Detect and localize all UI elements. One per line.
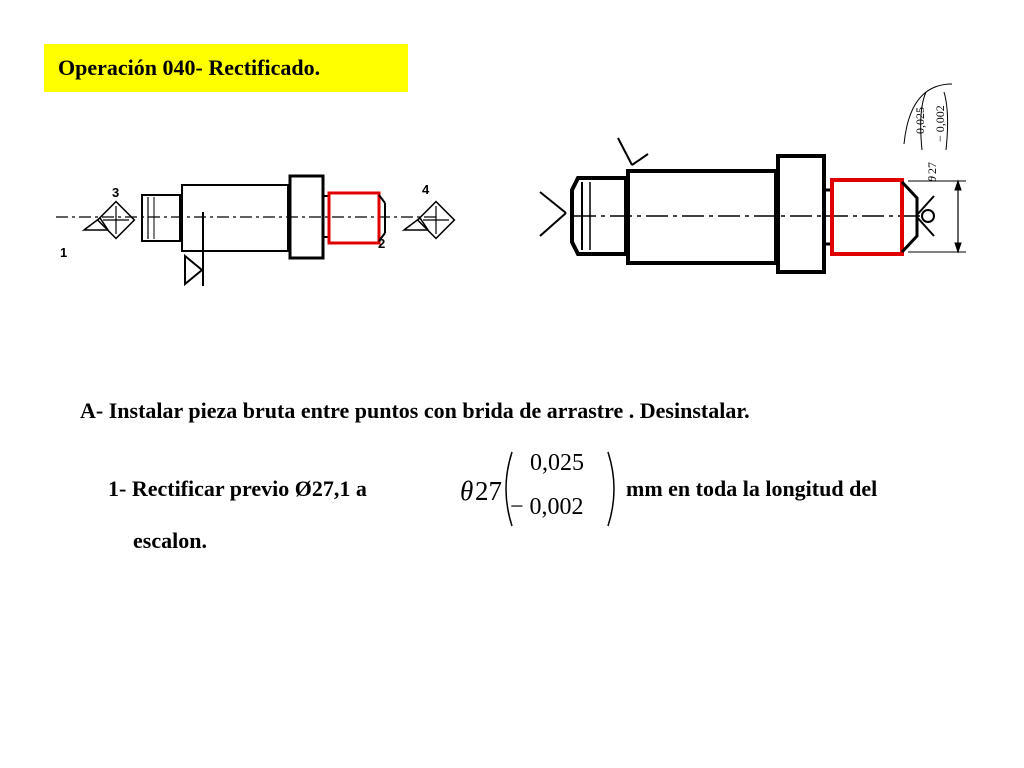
instruction-step-1-continued: escalon.	[133, 528, 207, 553]
page-title: Operación 040- Rectificado.	[58, 55, 321, 80]
label-4: 4	[422, 182, 430, 197]
right-flange	[778, 156, 824, 272]
label-3: 3	[112, 185, 120, 200]
right-view	[540, 84, 966, 272]
label-2: 2	[378, 236, 386, 251]
svg-text:0,025: 0,025	[913, 107, 927, 134]
left-main-body	[182, 185, 288, 251]
svg-text:θ: θ	[925, 176, 939, 182]
right-tolerance-label	[913, 105, 947, 182]
formula-lower-tolerance: − 0,002	[510, 494, 584, 520]
right-main-body	[628, 171, 776, 263]
right-machined-section	[832, 180, 902, 254]
left-clamp-symbol	[185, 256, 202, 284]
right-center-circle	[922, 210, 934, 222]
formula-symbol: θ	[460, 476, 474, 506]
svg-text:− 0,002: − 0,002	[933, 105, 947, 142]
formula-right-paren	[608, 452, 614, 526]
formula-upper-tolerance: 0,025	[530, 450, 584, 476]
tolerance-formula	[456, 448, 626, 530]
instruction-step-1: 1- Rectificar previo Ø27,1 a	[108, 476, 367, 501]
instruction-step-a: A- Instalar pieza bruta entre puntos con brida de arrastre . Desinstalar.	[80, 398, 750, 423]
left-machined-section	[329, 193, 379, 243]
instruction-step-1-suffix: mm en toda la longitud del	[626, 476, 878, 501]
label-1: 1	[60, 245, 68, 260]
formula-nominal: 27	[475, 476, 502, 506]
svg-text:27: 27	[925, 162, 939, 174]
